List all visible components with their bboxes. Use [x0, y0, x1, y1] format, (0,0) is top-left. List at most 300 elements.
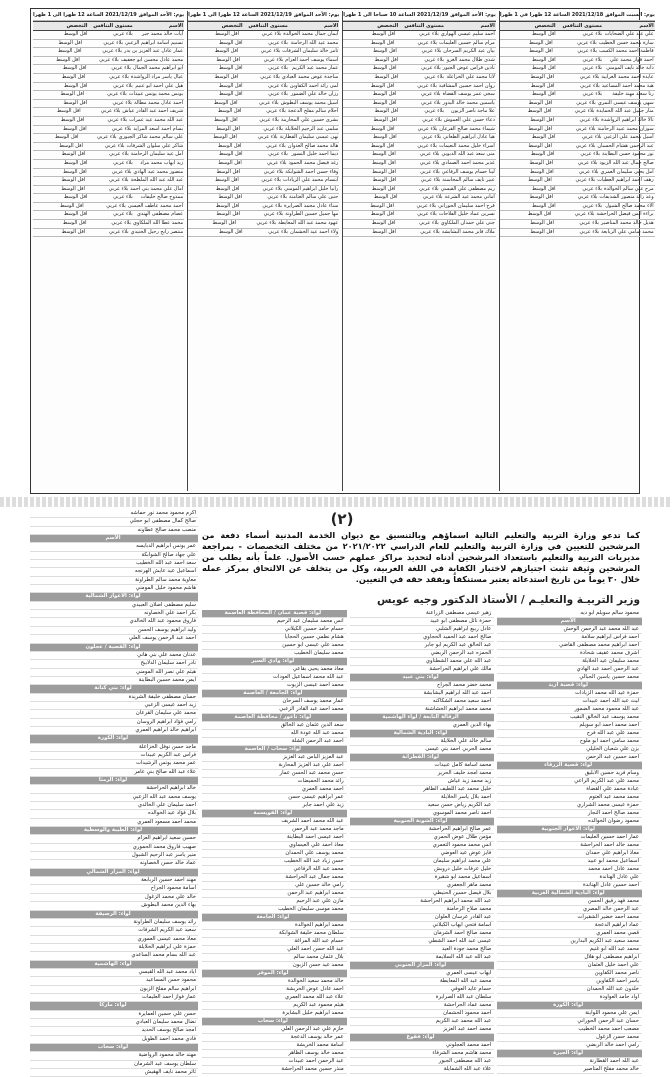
- table-cell: بلاء عربي: [109, 228, 129, 235]
- list-item: محمد جمال عيد الحراحشة: [202, 874, 347, 882]
- list-item: ايمن علي محمود اللوابنة: [497, 1010, 642, 1018]
- district-heading: لواء: القصبة / عجلون: [30, 644, 198, 652]
- list-item: محمد خالد يوسف الظاهر: [202, 1050, 347, 1058]
- table-row: [343, 229, 496, 238]
- list-item: عبد الرحمن خالد المصري: [497, 906, 642, 914]
- table-cell: بلاء عربي: [268, 65, 288, 72]
- table-cell: بيان عبد الكريم السرحان: [443, 48, 495, 55]
- table-cell: بلاء عربي: [262, 185, 283, 192]
- district-heading: لواء: القطرانة: [350, 754, 495, 762]
- column-title: يوم: الأحد الموافق 2021/12/19 الساعة 10 صباحا الى 1 ظهرا: [343, 11, 496, 21]
- table-cell: ولاء احمد عيد الخشمان: [290, 228, 339, 235]
- table-cell: بلاء عربي: [579, 73, 600, 80]
- table-cell: بلاء عربي: [579, 116, 600, 123]
- table-cell: اقل الوسط: [215, 177, 239, 184]
- table-header-row: [188, 21, 339, 32]
- table-cell: منصور محمد عبد الهادي: [133, 168, 184, 175]
- list-item: زيد علي احمد جابر: [202, 802, 347, 810]
- table-cell: بلاء عربي: [580, 151, 600, 158]
- list-item: ايهاب عيسى العمري: [350, 970, 495, 978]
- table-cell: اقل الوسط: [62, 220, 87, 227]
- list-item: فايز عوض عيد العوضي: [350, 850, 495, 858]
- list-item: اسماعيل عيد عايش الهرنجه: [30, 568, 198, 576]
- table-cell: بشرى حسين علي المحارمة: [280, 116, 339, 123]
- district-heading: الأسم: [497, 618, 642, 626]
- table-cell: سهى يوسف عيسى النمري: [597, 99, 654, 106]
- table-cell: اقل الوسط: [530, 228, 554, 235]
- list-item: عبد الله محمد ابراهيم الحراحشة: [350, 898, 495, 906]
- list-item: علاء عبد الله محمد العمري: [202, 994, 347, 1002]
- table-cell: احلام سالم مفلح الدعجة: [287, 108, 339, 115]
- table-cell: اقل الوسط: [216, 168, 241, 175]
- table-cell: بلاء عربي: [257, 134, 278, 141]
- table-header-cell: مستوى التنافس: [248, 22, 288, 29]
- list-item: احمد ابراهيم محمد مصطفى القاضي: [497, 642, 642, 650]
- list-item: نضال محمد سليمان العبادي: [30, 1019, 198, 1027]
- list-item: عبد العزيز الياس عبد العزيز: [202, 754, 347, 762]
- table-row: [500, 83, 655, 92]
- table-row: [33, 100, 184, 109]
- table-cell: اقل الوسط: [61, 151, 86, 158]
- table-cell: بلاء عربي: [424, 73, 444, 80]
- table-cell: لينا حسام يوسف الرفاعي: [441, 168, 495, 175]
- list-item: قصي محمد العمري: [497, 930, 642, 938]
- table-header-row: [343, 21, 496, 32]
- table-cell: بلاء عربي: [420, 168, 440, 175]
- table-cell: بلاء عربي: [421, 65, 441, 72]
- list-item: عبد الله محمد عبد الكريم: [350, 1018, 495, 1026]
- table-header-cell: الاسم: [639, 22, 654, 29]
- table-row: [343, 186, 496, 195]
- table-header-cell: مستوى التنافس: [404, 22, 444, 29]
- table-row: [33, 74, 184, 83]
- table-cell: اقل الوسط: [215, 31, 239, 37]
- table-cell: عبد الله عبد الله الملطحة: [130, 177, 184, 184]
- list-item: احمد عيسى احمد البطاينة: [202, 834, 347, 842]
- table-row: [343, 65, 496, 74]
- list-item: عبد الله علي محمد الشطناوي: [350, 658, 495, 666]
- list-item: عمار احمد حسين العليمات: [497, 834, 642, 842]
- table-cell: بلاء عربي: [108, 177, 129, 184]
- table-cell: اماني محمد عيد الشرعة: [444, 194, 495, 201]
- table-cell: اقل الوسط: [372, 168, 396, 175]
- list-item: خالد ابراهيم الحراحشة: [30, 785, 198, 793]
- table-cell: اقل الوسط: [370, 142, 395, 149]
- table-cell: اقل الوسط: [218, 194, 243, 201]
- table-row: [188, 220, 339, 229]
- district-heading: لواء: سحاب / العاصمة: [202, 746, 347, 754]
- table-cell: عبير نايف سالم المحاسنة: [442, 177, 495, 184]
- district-heading: لواء: وادي السير: [202, 658, 347, 666]
- list-item: عبد الكريم رياض حسن سعيد: [350, 802, 495, 810]
- table-cell: هبة محمد احمد المساعيد: [601, 82, 654, 89]
- list-item: انس محمد محمود التعمري: [350, 842, 495, 850]
- table-row: [33, 211, 184, 220]
- table-cell: دانة خالد نايف المومني: [606, 65, 654, 72]
- candidates-column: [497, 610, 642, 1074]
- list-item: محمد عبد الله ابو غنيم: [497, 946, 642, 954]
- list-item: محمد فهد رفيق الحسن: [497, 898, 642, 906]
- list-item: بلال فؤاد عيد الخوالده: [30, 810, 198, 818]
- list-item: بلال عثمان محمد سالم: [202, 954, 347, 962]
- list-item: رامي احمد خالد الربضي: [497, 1042, 642, 1050]
- table-cell: بلاء عربي: [263, 56, 284, 63]
- table-cell: دعاء حسن علي العموش: [443, 116, 495, 123]
- table-cell: اقل الوسط: [218, 39, 243, 46]
- list-item: حازم علي عبد الرحمن العلي: [202, 1026, 347, 1034]
- list-item: احمد سليمان علي الخالدي: [30, 802, 198, 810]
- table-row: [188, 160, 339, 169]
- table-column: [342, 11, 496, 491]
- table-cell: وفاء حسن احمد الشوابكة: [285, 168, 339, 175]
- list-item: عبادة محمد علي القضاة: [497, 786, 642, 794]
- table-row: [188, 126, 339, 135]
- table-row: [343, 220, 496, 229]
- table-cell: بلاء عربي: [419, 159, 440, 166]
- table-cell: بلاء عربي: [268, 228, 288, 235]
- table-cell: اقل الوسط: [213, 99, 238, 106]
- list-item: محمد عماد الحراحشة: [350, 1002, 495, 1010]
- district-heading: لواء: ماركا: [30, 1002, 198, 1010]
- table-row: [33, 40, 184, 49]
- table-cell: ايمان جمال محمد الخوالدة: [283, 31, 339, 37]
- table-cell: امال علي محمد بني احمد: [130, 185, 184, 192]
- table-cell: بلاء عربي: [107, 91, 127, 98]
- table-row: [343, 151, 496, 160]
- table-row: [33, 83, 184, 92]
- list-item: سالم خالد علي الخلايلة: [350, 738, 495, 746]
- table-row: [188, 151, 339, 160]
- district-heading: لواء: بني كنانة: [30, 685, 198, 693]
- list-item: سلطان محمد خليفة الشوابكة: [202, 930, 347, 938]
- table-cell: احمد عادل محمد مطالة: [134, 99, 184, 106]
- list-item: خالد محمد سعيد الخوالدة: [202, 978, 347, 986]
- table-cell: غدير محمد احمد الصمادي: [441, 159, 495, 166]
- table-cell: اقل الوسط: [60, 91, 85, 98]
- table-cell: محمد عيد الله الرحامنة: [290, 39, 339, 46]
- list-item: محمد عبد الله الرفاعي: [202, 866, 347, 874]
- table-cell: بلاء عربي: [417, 125, 438, 132]
- table-row: [33, 91, 184, 100]
- table-cell: اقل الوسط: [530, 168, 554, 175]
- list-item: عبد الله عبد الله السلايمة: [350, 954, 495, 962]
- table-cell: وعد رائد منصور الشديفات: [599, 194, 654, 201]
- table-row: [188, 83, 339, 92]
- table-cell: أسيل محمد علي الزعبي: [603, 134, 654, 141]
- table-cell: براءة ايمن فيصل الحراحشة: [596, 211, 654, 218]
- table-row: [343, 160, 496, 169]
- district-heading: لواء: الرصيفة: [30, 911, 198, 919]
- table-cell: بلاء عربي: [581, 134, 602, 141]
- table-cell: بلاء عربي: [582, 202, 603, 209]
- table-cell: امل عيد سليمان الرحامنة: [130, 151, 184, 158]
- list-item: عبد الله مصطفى الجبور: [350, 1058, 495, 1066]
- list-item: سلطان يوسف عيد الشرمان: [30, 1061, 198, 1069]
- table-cell: عهود محمد عبد الله المعايطة: [278, 220, 339, 227]
- list-item: محمد سليمان عيد الخلايلة: [497, 658, 642, 666]
- table-cell: اقل الوسط: [59, 142, 83, 149]
- table-row: [500, 134, 655, 143]
- table-cell: اقل الوسط: [528, 125, 552, 132]
- table-cell: اقل الوسط: [372, 177, 397, 184]
- list-item: بهاء الدين محمد البطوش: [30, 902, 198, 910]
- table-cell: اقل الوسط: [63, 194, 88, 201]
- table-cell: بلاء عربي: [113, 82, 133, 89]
- district-heading: لواء: سحاب: [202, 1018, 347, 1026]
- table-cell: ريم مصطفى علي القيسي: [440, 185, 495, 192]
- table-cell: بلاء عربي: [575, 125, 596, 132]
- table-cell: بلاء عربي: [262, 202, 282, 209]
- table-cell: بلاء عربي: [113, 159, 133, 166]
- district-heading: لواء: البادية الشمالية: [350, 730, 495, 738]
- district-heading: لواء: قصبة عمان / المحافظة العاصمة: [202, 610, 347, 618]
- table-cell: اقل الوسط: [372, 159, 396, 166]
- list-item: علي جهاد صالح الشوابكة: [30, 552, 198, 560]
- table-cell: بلاء عربي: [417, 39, 438, 46]
- list-item: امجد صالح يوسف الحديد: [30, 1027, 198, 1035]
- table-row: [343, 108, 496, 117]
- table-cell: روان احمد حسين المشاقبة: [438, 82, 495, 89]
- table-row: [188, 134, 339, 143]
- table-row: [500, 211, 655, 220]
- table-row: [188, 177, 339, 186]
- list-item: ناصر محمد الكفاوين: [497, 970, 642, 978]
- table-row: [343, 126, 496, 135]
- list-item: محمد علي عيسى ابو حسين: [202, 642, 347, 650]
- table-cell: اقل الوسط: [529, 194, 554, 201]
- list-item: اسامة محمود الجراح: [30, 885, 198, 893]
- list-item: محمد صالح احمد النجار: [497, 810, 642, 818]
- table-row: [500, 74, 655, 83]
- list-item: خالد علي محمد الزغول: [30, 894, 198, 902]
- list-item: عمار محمد يوسف السرحان: [202, 698, 347, 706]
- list-item: احمد بلال ياسر الخلايلة: [350, 794, 495, 802]
- list-item: اسامة فتحي ايهاب الكيلاني: [350, 922, 495, 930]
- table-cell: اقل الوسط: [62, 65, 87, 72]
- table-cell: ابو ابراهيم محمد الجمال: [132, 65, 184, 72]
- table-cell: اقل الوسط: [54, 134, 79, 141]
- table-row: [500, 126, 655, 135]
- list-item: معاذ ابراهيم علي حمدان: [497, 850, 642, 858]
- list-item: هيثم علي نصر الله المومني: [30, 669, 198, 677]
- table-cell: لمى رائد احمد الكفاوين: [289, 82, 339, 89]
- side-candidates-list: [30, 510, 198, 1076]
- table-row: [343, 48, 496, 57]
- list-item: هيثم محمود عبد الكريم: [202, 1002, 347, 1010]
- list-item: رائد محمد الحميضات: [202, 778, 347, 786]
- list-item: عمر صالح ابراهيم الحراحشة: [350, 826, 495, 834]
- table-cell: اقل الوسط: [218, 65, 243, 72]
- table-row: [33, 57, 184, 66]
- table-cell: بلاء عربي: [579, 228, 600, 235]
- list-item: ابراهيم خالد ابراهيم العمري: [30, 727, 198, 735]
- list-item: محمد عيد حسن الزبون: [202, 962, 347, 970]
- district-heading: لواء: الكورة: [497, 1002, 642, 1010]
- table-cell: اقل الوسط: [371, 185, 396, 192]
- table-row: [343, 134, 496, 143]
- candidates-column: [350, 610, 495, 1074]
- district-heading: لواء: الهاشمية: [30, 961, 198, 969]
- list-item: احمد محمد العمري: [202, 786, 347, 794]
- table-cell: بلاء عربي: [263, 125, 284, 132]
- table-cell: اقل الوسط: [530, 116, 554, 123]
- table-column: [33, 11, 184, 491]
- table-cell: تالا خالد ابراهيم الرواشدة: [601, 116, 654, 123]
- list-item: احمد عبد الرحمن يوسف العلي: [30, 635, 198, 643]
- list-item: محمد علي سليمان القرعان: [30, 710, 198, 718]
- table-row: [188, 143, 339, 152]
- section-divider: [0, 497, 672, 507]
- district-heading: لواء: قصبة اربد: [497, 682, 642, 690]
- table-row: [500, 40, 655, 49]
- table-cell: اقل الوسط: [372, 91, 397, 98]
- list-item: محمود رضوان الخوالده: [497, 818, 642, 826]
- list-item: عبد الله احمد القطارنة: [497, 1058, 642, 1066]
- district-heading: لواء: سحاب: [30, 1044, 198, 1052]
- table-cell: بلاء عربي: [260, 48, 281, 55]
- candidates-column: [202, 610, 347, 1074]
- table-row: [343, 100, 496, 109]
- table-cell: بلاء عربي: [417, 211, 437, 218]
- table-cell: اقل الوسط: [63, 99, 88, 106]
- list-item: عمر محمد يونس الرشيدات: [30, 760, 198, 768]
- list-item: محمد عبد الله المعايطة: [350, 978, 495, 986]
- district-heading: لواء: الاغوار الجنوبية: [497, 826, 642, 834]
- list-item: ليث عبد الله احمد عبيدات: [497, 698, 642, 706]
- table-row: [33, 177, 184, 186]
- table-cell: بلاء عربي: [266, 159, 287, 166]
- district-heading: لواء: الشونة الجنوبية: [350, 818, 495, 826]
- table-cell: بلاء عربي: [580, 82, 600, 89]
- table-cell: منار جميل عبد الله الحمايدة: [596, 108, 654, 115]
- list-item: ابراهيم سالم مفلح الزبون: [30, 986, 198, 994]
- list-item: صالح محمد جودة العيد: [350, 946, 495, 954]
- list-item: سعد الدين عثمان عبد الخالق: [202, 722, 347, 730]
- list-item: وسام فريد حسين الابليق: [497, 770, 642, 778]
- table-row: [343, 203, 496, 212]
- candidates-table: [30, 8, 655, 494]
- table-cell: بلاء عربي: [579, 220, 599, 227]
- table-cell: بلاء عربي: [575, 177, 596, 184]
- table-cell: اقل الوسط: [374, 73, 399, 80]
- notice-body: كما تدعو وزارة التربية والتعليم التالية اسماؤهم وبالتنسيق مع ديوان الخدمة المدنية أسماء دفعة من المرشحين للتعيين في وزارة التربية والتعليم للعام الدراسي ٢٠٢١/٢٠٢٢ من مختلف التخصصات - بمراجعة مديريات التربية والتعليم باستعداد المرشحين أدناه لتحديد مراكز عملهم حسب الأصول. علماً بأنه يطلب من المرشحين وثيقة تثبت اجتيازهم لاختبار الكفاية في اللغة العربية، وكل من يتخلف عن الالتحاق بمركز عمله خلال ٣٠ يوماً من تاريخ استدعائه يعتبر مستنكفاً ويفقد حقه في التعيين.: [202, 530, 640, 584]
- table-cell: ملاك فايز محمد البشابشة: [441, 228, 495, 235]
- list-item: حسين سعيد ابراهيم العزام: [30, 835, 198, 843]
- list-item: محمد سعيد عبد الكريم البدارين: [497, 938, 642, 946]
- table-row: [33, 186, 184, 195]
- list-item: اشرف محمد عفيف شحادة: [497, 650, 642, 658]
- district-heading: لواء: قصبة الزرقاء: [497, 762, 642, 770]
- table-cell: محمد عطا الله الملكاوي: [133, 220, 184, 227]
- list-item: احمد محمد العجلوني: [350, 1042, 495, 1050]
- list-item: عبد الرحمن احمد عبد الهادي: [497, 666, 642, 674]
- table-cell: اقل الوسط: [216, 211, 240, 218]
- table-cell: احمد سليم عيسى الهواري: [440, 31, 495, 37]
- table-cell: بلاء عربي: [261, 31, 282, 37]
- table-cell: اقل الوسط: [58, 39, 83, 46]
- list-item: حسن علي حسين العمايرة: [30, 1011, 198, 1019]
- list-item: عادل ربيع ابراهيم الشلبي: [350, 626, 495, 634]
- table-header-cell: مستوى التنافس: [93, 22, 133, 29]
- table-cell: عبد الله محمد عيد عمرات: [129, 116, 184, 123]
- table-header-cell: التخصص: [221, 22, 243, 29]
- table-cell: سلمى عبد الرحيم الخلايلة: [285, 125, 339, 132]
- table-row: [188, 108, 339, 117]
- list-item: سعد احمد عبد الله الخطيب: [30, 560, 198, 568]
- list-item: منير ياسر عبد الرحيم الشبول: [30, 852, 198, 860]
- list-item: احمد عبد الرحمن الشلة: [202, 738, 347, 746]
- table-cell: ابتسام محمد علي الزيادات: [283, 177, 339, 184]
- table-cell: اقل الوسط: [216, 56, 241, 63]
- table-cell: منى سعد عبد الله الدبوبي: [441, 151, 495, 158]
- list-item: عبد الله محمد اسماعيل العودات: [202, 674, 347, 682]
- list-item: ثائر محمد نايف الهقيش: [30, 1069, 198, 1077]
- table-cell: بسام احمد اسعد المرايد: [133, 125, 184, 132]
- district-heading: لواء: الطيبة والوسطية: [30, 827, 198, 835]
- table-cell: بلاء عربي: [102, 48, 123, 55]
- list-item: هاشم محمود خليل المومني: [30, 585, 198, 593]
- district-heading: لواء: المزار الجنوبي: [350, 962, 495, 970]
- table-cell: بلاء عربي: [268, 151, 288, 158]
- table-row: [188, 194, 339, 203]
- list-item: اكرم محمود محمد نور حماشه: [30, 510, 198, 518]
- table-cell: بلاء عربي: [582, 31, 603, 37]
- table-cell: اقل الوسط: [532, 56, 556, 63]
- table-row: [188, 31, 339, 40]
- list-item: محمد يوسف عبد الخالق النقيب: [497, 714, 642, 722]
- list-item: محمد سامي احمد ابو ملوح: [497, 738, 642, 746]
- list-item: حسام عبد الله المراغة: [202, 938, 347, 946]
- list-item: احمد فراس ابراهيم سلامة: [497, 634, 642, 642]
- list-item: حسان عبد الرحمن الحوراني: [497, 1018, 642, 1026]
- list-item: محمد موسى سليمان الخطيب: [202, 906, 347, 914]
- table-cell: بلاء عربي: [260, 73, 280, 80]
- table-cell: اقل الوسط: [374, 56, 399, 63]
- district-heading: لواء: الرمثا: [30, 777, 198, 785]
- table-cell: اقل الوسط: [370, 125, 395, 132]
- list-item: ابراهيم مصطفى ابو هلال: [497, 954, 642, 962]
- list-item: علي عادل الهناندة: [497, 874, 642, 882]
- table-cell: هديل خالد محمد المناصير: [600, 220, 654, 227]
- table-cell: بلاء عربي: [419, 185, 439, 192]
- table-row: [500, 151, 655, 160]
- table-row: [188, 203, 339, 212]
- table-row: [33, 108, 184, 117]
- list-item: رامي خالد حسين علي: [202, 882, 347, 890]
- list-item: محمد محمد ابراهيم الخشاشنة: [350, 706, 495, 714]
- table-cell: بلاء عربي: [99, 56, 119, 63]
- table-header-cell: التخصص: [66, 22, 88, 29]
- table-cell: بلاء عربي: [417, 82, 437, 89]
- district-heading: لواء: الموقر: [202, 970, 347, 978]
- list-item: ماجد حسن نوفل الخزاعلة: [30, 744, 198, 752]
- table-cell: اقل الوسط: [218, 159, 242, 166]
- table-cell: اقل الوسط: [527, 108, 552, 115]
- list-item: محمد صلاح الرحامنة: [350, 906, 495, 914]
- list-item: عماد ابراهيم الدعجة: [497, 922, 642, 930]
- table-cell: جنى علي حمدان الملكاوي: [440, 220, 495, 227]
- list-item: محمد ماهر الجعفري: [350, 882, 495, 890]
- table-row: [33, 203, 184, 212]
- table-cell: بلاء عربي: [419, 151, 440, 158]
- table-row: [500, 169, 655, 178]
- table-row: [500, 117, 655, 126]
- list-item: خليل عرفات خليل دروبش: [350, 866, 495, 874]
- table-cell: ياسمين محمد خالد البدور: [442, 99, 495, 106]
- table-cell: اقل الوسط: [370, 82, 395, 89]
- list-item: سلطان عبد الله الصرايرة: [350, 994, 495, 1002]
- table-cell: بلاء عربي: [422, 194, 443, 201]
